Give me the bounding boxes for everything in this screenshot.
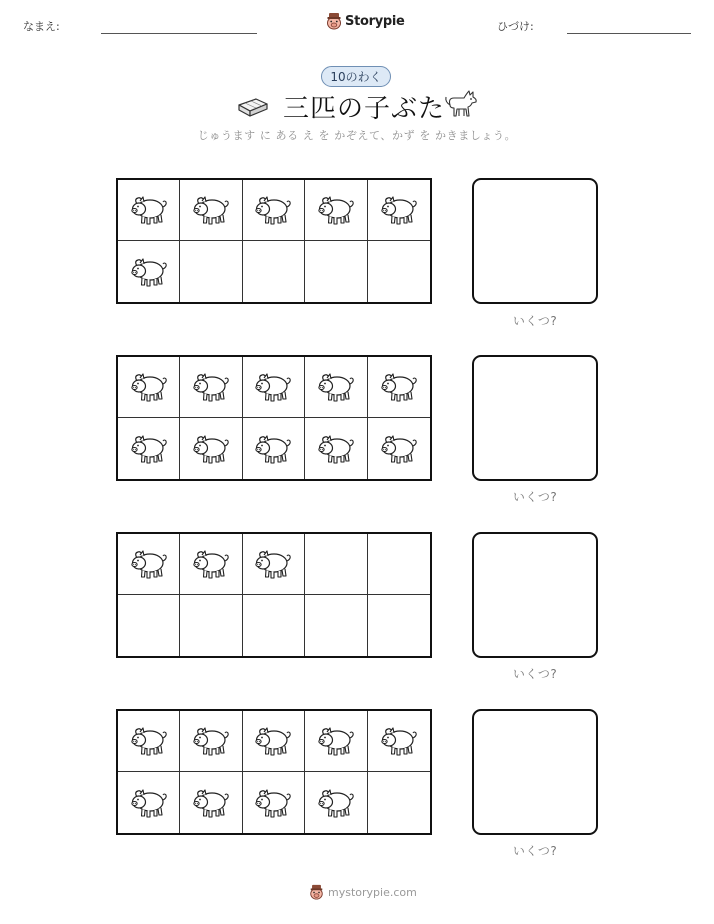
- pig-icon: [252, 544, 294, 584]
- answer-box-1[interactable]: [472, 178, 598, 304]
- pig-icon: [378, 190, 420, 230]
- pig-icon: [315, 721, 357, 761]
- answer-label-1: いくつ?: [512, 314, 558, 328]
- answer-box-4[interactable]: [472, 709, 598, 835]
- ten-frame-cell: [180, 711, 242, 772]
- pig-icon: [128, 252, 170, 292]
- ten-frame-3: [116, 532, 432, 658]
- pig-icon: [378, 721, 420, 761]
- pig-icon: [252, 190, 294, 230]
- wolf-icon: [444, 86, 480, 122]
- ten-frame-cell: [368, 595, 430, 656]
- ten-frame-badge: 10のわく: [321, 66, 391, 87]
- ten-frame-cell: [118, 772, 180, 833]
- ten-frame-cell: [243, 595, 305, 656]
- pig-icon: [315, 783, 357, 823]
- ten-frame-cell: [243, 772, 305, 833]
- ten-frame-cell: [180, 241, 242, 302]
- ten-frame-cell: [243, 357, 305, 418]
- ten-frame-cell: [118, 357, 180, 418]
- date-label: ひづけ:: [497, 20, 534, 33]
- date-field[interactable]: [567, 33, 691, 34]
- pig-icon: [128, 783, 170, 823]
- ten-frame-cell: [243, 711, 305, 772]
- ten-frame-cell: [305, 772, 367, 833]
- answer-label-2: いくつ?: [512, 490, 558, 504]
- pig-mascot-icon: [326, 12, 342, 30]
- page-title: 三匹の子ぶた: [283, 94, 446, 124]
- pig-icon: [128, 429, 170, 469]
- pig-icon: [190, 783, 232, 823]
- ten-frame-cell: [368, 772, 430, 833]
- ten-frame-cell: [305, 711, 367, 772]
- pig-icon: [378, 367, 420, 407]
- ten-frame-cell: [368, 711, 430, 772]
- instructions-text: じゅうます に ある え を かぞえて、かず を かきましょう。: [197, 129, 517, 142]
- pig-icon: [190, 721, 232, 761]
- footer-url: mystorypie.com: [328, 885, 417, 899]
- pig-mascot-icon: [309, 884, 324, 900]
- ten-frame-cell: [180, 595, 242, 656]
- ten-frame-cell: [305, 418, 367, 479]
- pig-icon: [190, 429, 232, 469]
- ten-frame-cell: [180, 418, 242, 479]
- pig-icon: [315, 367, 357, 407]
- name-label: なまえ:: [23, 20, 60, 33]
- pig-icon: [378, 429, 420, 469]
- ten-frame-cell: [368, 357, 430, 418]
- ten-frame-4: [116, 709, 432, 835]
- ten-frame-cell: [118, 711, 180, 772]
- pig-icon: [128, 367, 170, 407]
- answer-box-2[interactable]: [472, 355, 598, 481]
- ten-frame-cell: [368, 418, 430, 479]
- pig-icon: [190, 544, 232, 584]
- ten-frame-cell: [180, 180, 242, 241]
- ten-frame-cell: [243, 418, 305, 479]
- brick-icon: [236, 96, 270, 118]
- pig-icon: [190, 367, 232, 407]
- ten-frame-cell: [368, 534, 430, 595]
- ten-frame-cell: [243, 180, 305, 241]
- answer-label-3: いくつ?: [512, 667, 558, 681]
- answer-label-4: いくつ?: [512, 844, 558, 858]
- pig-icon: [252, 429, 294, 469]
- ten-frame-cell: [305, 595, 367, 656]
- ten-frame-cell: [305, 241, 367, 302]
- pig-icon: [315, 429, 357, 469]
- ten-frame-cell: [118, 241, 180, 302]
- brand-logo: [326, 12, 405, 30]
- ten-frame-cell: [180, 534, 242, 595]
- pig-icon: [252, 367, 294, 407]
- ten-frame-cell: [243, 534, 305, 595]
- ten-frame-cell: [180, 772, 242, 833]
- ten-frame-cell: [305, 180, 367, 241]
- pig-icon: [128, 544, 170, 584]
- ten-frame-cell: [118, 180, 180, 241]
- ten-frame-cell: [243, 241, 305, 302]
- pig-icon: [128, 721, 170, 761]
- name-field[interactable]: [101, 33, 257, 34]
- ten-frame-2: [116, 355, 432, 481]
- ten-frame-1: [116, 178, 432, 304]
- pig-icon: [128, 190, 170, 230]
- ten-frame-cell: [118, 534, 180, 595]
- ten-frame-cell: [118, 418, 180, 479]
- ten-frame-cell: [180, 357, 242, 418]
- brand-name: Storypie: [345, 13, 405, 29]
- pig-icon: [190, 190, 232, 230]
- ten-frame-cell: [305, 357, 367, 418]
- ten-frame-cell: [368, 241, 430, 302]
- pig-icon: [315, 190, 357, 230]
- ten-frame-cell: [368, 180, 430, 241]
- ten-frame-cell: [305, 534, 367, 595]
- answer-box-3[interactable]: [472, 532, 598, 658]
- footer: [309, 884, 417, 900]
- pig-icon: [252, 783, 294, 823]
- pig-icon: [252, 721, 294, 761]
- ten-frame-cell: [118, 595, 180, 656]
